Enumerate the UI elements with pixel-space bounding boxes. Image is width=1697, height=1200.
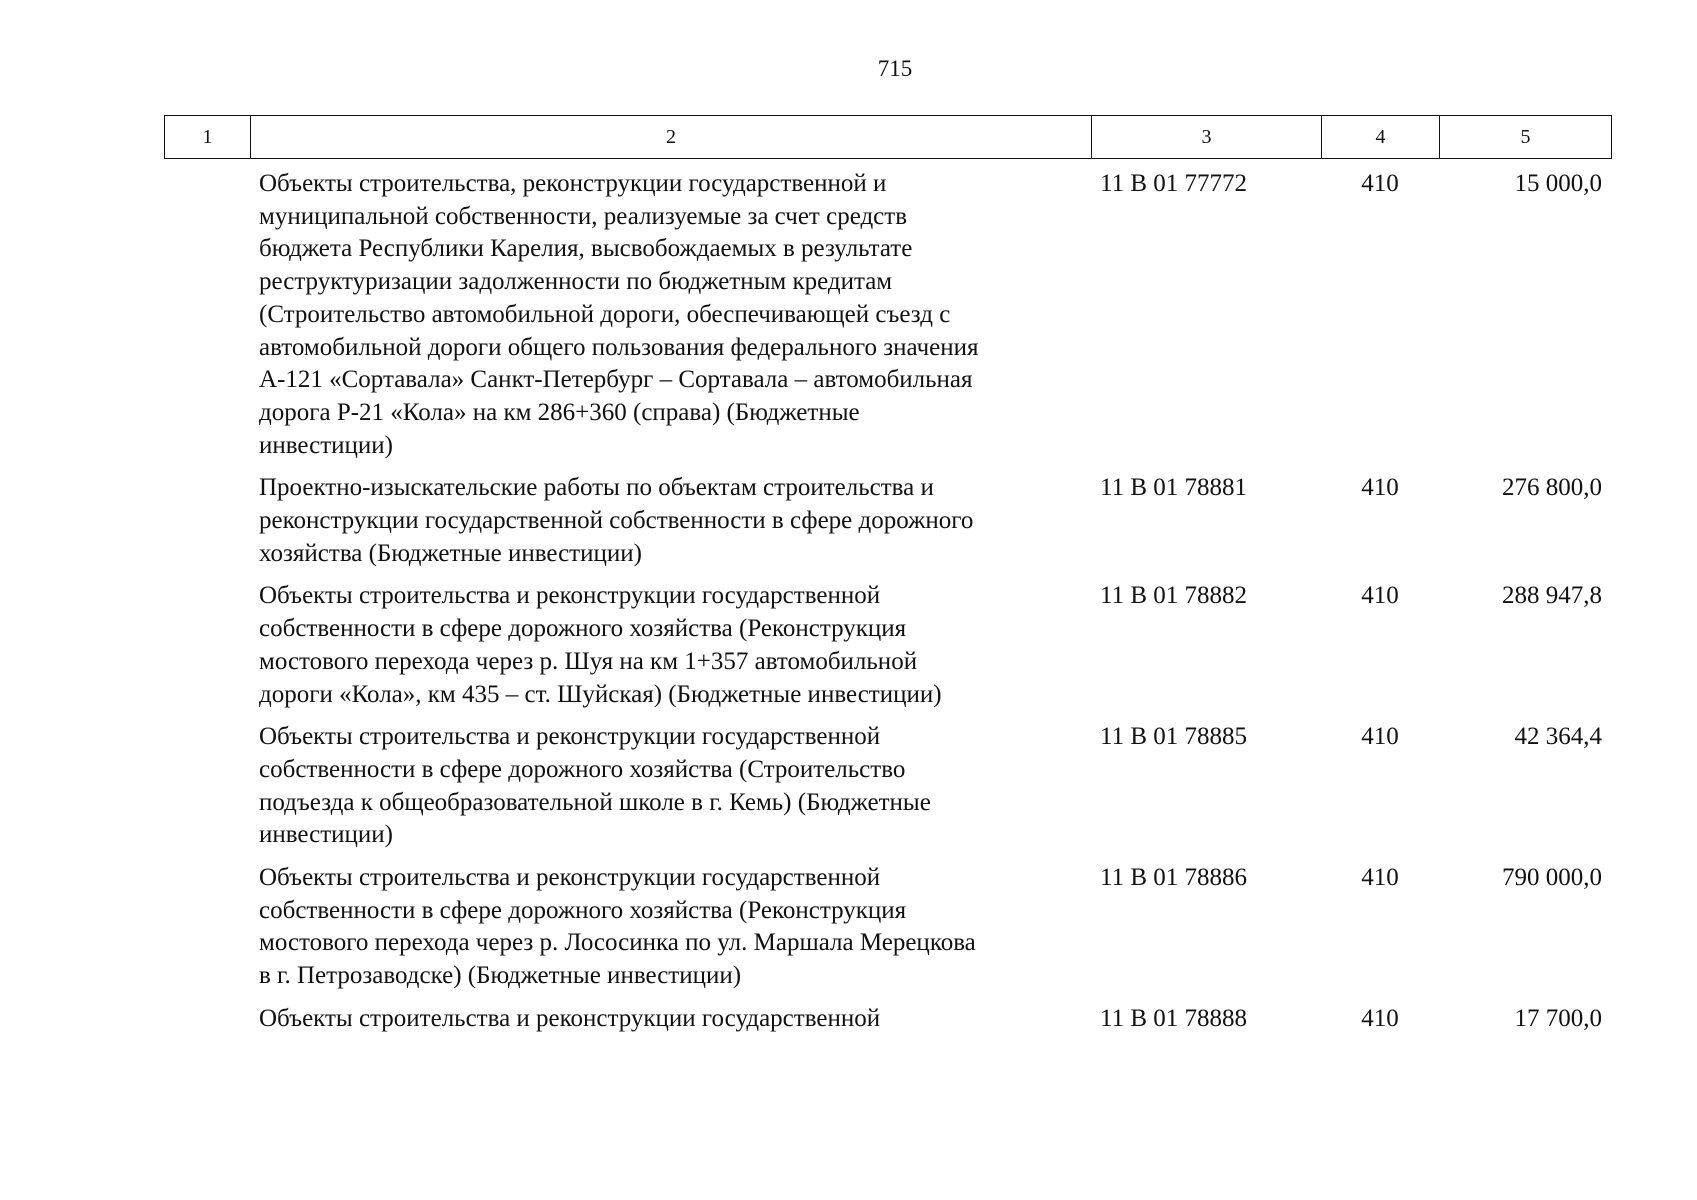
row-type: 410 [1361, 1004, 1399, 1032]
row-type: 410 [1361, 474, 1399, 502]
row-amount: 276 800,0 [1502, 474, 1602, 502]
column-header-table [164, 115, 1612, 159]
column-header-5: 5 [1440, 116, 1612, 159]
description-line: Проектно-изыскательские работы по объектам строительства и [259, 474, 934, 502]
row-type: 410 [1361, 864, 1399, 892]
row-description [250, 168, 1091, 462]
row-code: 11 В 01 78885 [1100, 723, 1247, 751]
description-line: Объекты строительства и реконструкции государственной [259, 1004, 881, 1032]
row-type: 410 [1361, 170, 1399, 197]
row-amount: 17 700,0 [1514, 1004, 1602, 1032]
table-row [164, 862, 1611, 993]
description-line: инвестиции) [259, 821, 393, 849]
description-line: Объекты строительства и реконструкции государственной [259, 864, 881, 892]
table-row [164, 168, 1611, 462]
description-line: Объекты строительства, реконструкции государственной и [259, 170, 887, 197]
table-row [164, 472, 1611, 570]
table-row [164, 1003, 1611, 1036]
table-row [164, 721, 1611, 852]
description-line: муниципальной собственности, реализуемые за счет средств [259, 202, 908, 230]
description-line: реструктуризации задолженности по бюджетным кредитам [259, 268, 893, 296]
description-line: А-121 «Сортавала» Санкт-Петербург – Сортавала – автомобильная [259, 366, 973, 394]
row-description [250, 1003, 1091, 1036]
description-line: инвестиции) [259, 431, 393, 459]
row-amount: 288 947,8 [1502, 582, 1602, 610]
description-line: хозяйства (Бюджетные инвестиции) [259, 539, 642, 567]
description-line: собственности в сфере дорожного хозяйства (Реконструкция [259, 615, 907, 643]
description-line: Объекты строительства и реконструкции государственной [259, 723, 881, 751]
description-line: дорога Р-21 «Кола» на км 286+360 (справа) (Бюджетные [259, 398, 860, 426]
table-body [164, 168, 1611, 1036]
row-description [250, 472, 1091, 570]
description-line: собственности в сфере дорожного хозяйства (Реконструкция [259, 896, 907, 924]
row-type: 410 [1361, 723, 1399, 751]
row-amount: 790 000,0 [1502, 864, 1602, 892]
table-row [164, 580, 1611, 711]
row-code: 11 В 01 78882 [1100, 582, 1247, 610]
description-line: (Строительство автомобильной дороги, обеспечивающей съезд с [259, 300, 951, 328]
row-code: 11 В 01 78888 [1100, 1004, 1247, 1032]
description-line: подъезда к общеобразовательной школе в г. Кемь) (Бюджетные [259, 788, 931, 816]
column-header-3: 3 [1092, 116, 1322, 159]
description-line: дороги «Кола», км 435 – ст. Шуйская) (Бюджетные инвестиции) [259, 680, 942, 708]
description-line: мостового перехода через р. Лососинка по ул. Маршала Мерецкова [259, 929, 976, 957]
description-line: в г. Петрозаводске) (Бюджетные инвестиции) [259, 962, 742, 990]
row-code: 11 В 01 78886 [1100, 864, 1247, 892]
row-amount: 42 364,4 [1514, 723, 1602, 751]
column-header-1: 1 [165, 116, 251, 159]
description-line: Объекты строительства и реконструкции государственной [259, 582, 881, 610]
description-line: автомобильной дороги общего пользования федерального значения [259, 333, 979, 361]
description-line: реконструкции государственной собственности в сфере дорожного [259, 507, 974, 535]
row-description [250, 862, 1091, 993]
description-line: мостового перехода через р. Шуя на км 1+357 автомобильной [259, 647, 918, 675]
column-header-row [165, 116, 1612, 159]
row-description [250, 721, 1091, 852]
row-code: 11 В 01 77772 [1100, 170, 1247, 197]
column-header-4: 4 [1322, 116, 1440, 159]
column-header-2: 2 [251, 116, 1092, 159]
row-code: 11 В 01 78881 [1100, 474, 1247, 502]
description-line: собственности в сфере дорожного хозяйства (Строительство [259, 755, 906, 783]
row-type: 410 [1361, 582, 1399, 610]
description-line: бюджета Республики Карелия, высвобождаемых в результате [259, 235, 913, 263]
row-description [250, 580, 1091, 711]
page-number: 715 [877, 56, 913, 81]
row-amount: 15 000,0 [1514, 170, 1602, 197]
